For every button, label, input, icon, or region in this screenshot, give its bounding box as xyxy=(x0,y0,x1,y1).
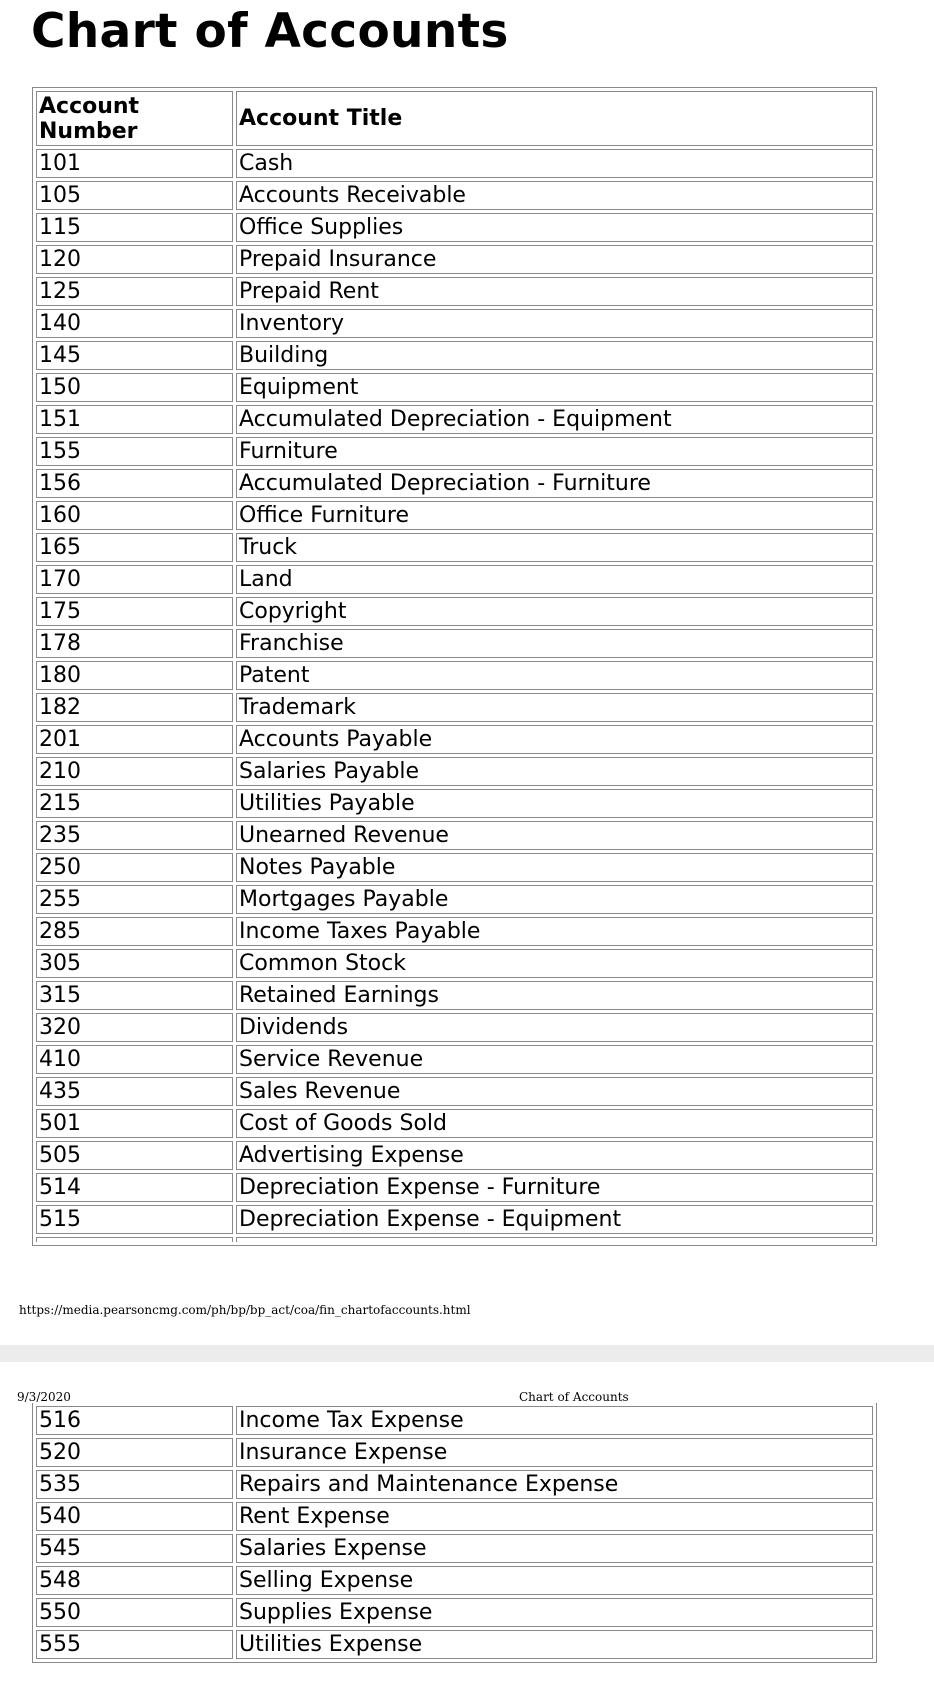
table-row xyxy=(36,1077,873,1106)
table-row xyxy=(36,725,873,754)
account-number-cell: 165 xyxy=(36,533,233,562)
account-number-cell: 155 xyxy=(36,437,233,466)
table-row xyxy=(36,245,873,274)
account-number-cell: 250 xyxy=(36,853,233,882)
page-header-title: Chart of Accounts xyxy=(519,1390,629,1404)
table-row xyxy=(36,437,873,466)
account-number-cell: 160 xyxy=(36,501,233,530)
account-number-cell: 520 xyxy=(36,1438,233,1467)
accounts-table-continued xyxy=(32,1403,877,1663)
column-header-account-number: Account Number xyxy=(36,91,233,146)
account-number-cell: 150 xyxy=(36,373,233,402)
table-row xyxy=(36,309,873,338)
account-number-cell: 515 xyxy=(36,1205,233,1234)
table-row xyxy=(36,1630,873,1659)
table-row xyxy=(36,501,873,530)
account-title-cell: Copyright xyxy=(236,597,873,626)
account-title-cell: Truck xyxy=(236,533,873,562)
table-row-continuation xyxy=(36,1237,873,1242)
account-number-cell: 545 xyxy=(36,1534,233,1563)
account-title-cell: Cost of Goods Sold xyxy=(236,1109,873,1138)
table-row xyxy=(36,885,873,914)
page-break-divider xyxy=(0,1345,934,1362)
account-number-cell: 215 xyxy=(36,789,233,818)
account-number-cell: 435 xyxy=(36,1077,233,1106)
table-row xyxy=(36,597,873,626)
account-number-cell: 540 xyxy=(36,1502,233,1531)
table-row xyxy=(36,181,873,210)
account-title-cell: Common Stock xyxy=(236,949,873,978)
table-row xyxy=(36,693,873,722)
account-number-cell: 255 xyxy=(36,885,233,914)
account-number-cell: 210 xyxy=(36,757,233,786)
account-number-cell: 105 xyxy=(36,181,233,210)
account-title-cell: Office Furniture xyxy=(236,501,873,530)
account-number-cell: 156 xyxy=(36,469,233,498)
table-row xyxy=(36,661,873,690)
account-number-cell: 410 xyxy=(36,1045,233,1074)
account-title-cell: Income Taxes Payable xyxy=(236,917,873,946)
account-number-cell: 178 xyxy=(36,629,233,658)
table-row xyxy=(36,565,873,594)
table-row xyxy=(36,789,873,818)
account-title-cell: Utilities Payable xyxy=(236,789,873,818)
account-number-cell: 315 xyxy=(36,981,233,1010)
account-number-cell: 235 xyxy=(36,821,233,850)
table-row xyxy=(36,1045,873,1074)
page-title: Chart of Accounts xyxy=(31,4,509,59)
account-title-cell: Notes Payable xyxy=(236,853,873,882)
account-number-cell: 120 xyxy=(36,245,233,274)
account-number-cell: 145 xyxy=(36,341,233,370)
account-number-cell: 180 xyxy=(36,661,233,690)
account-title-cell: Salaries Payable xyxy=(236,757,873,786)
account-title-cell: Furniture xyxy=(236,437,873,466)
account-title-cell: Patent xyxy=(236,661,873,690)
table-row xyxy=(36,1109,873,1138)
account-title-cell: Selling Expense xyxy=(236,1566,873,1595)
account-title-cell: Utilities Expense xyxy=(236,1630,873,1659)
account-title-cell: Advertising Expense xyxy=(236,1141,873,1170)
account-title-cell: Franchise xyxy=(236,629,873,658)
account-title-cell: Insurance Expense xyxy=(236,1438,873,1467)
accounts-table xyxy=(32,87,877,1246)
account-number-cell: 320 xyxy=(36,1013,233,1042)
account-title-cell: Income Tax Expense xyxy=(236,1406,873,1435)
table-row xyxy=(36,1013,873,1042)
account-title-cell: Mortgages Payable xyxy=(236,885,873,914)
account-number-cell: 101 xyxy=(36,149,233,178)
table-row xyxy=(36,1566,873,1595)
table-row xyxy=(36,1141,873,1170)
account-number-cell: 501 xyxy=(36,1109,233,1138)
account-title-cell: Prepaid Rent xyxy=(236,277,873,306)
account-title-cell: Rent Expense xyxy=(236,1502,873,1531)
table-row xyxy=(36,1598,873,1627)
table-row xyxy=(36,341,873,370)
account-title-cell: Prepaid Insurance xyxy=(236,245,873,274)
account-title-cell: Retained Earnings xyxy=(236,981,873,1010)
table-row xyxy=(36,853,873,882)
account-number-cell: 550 xyxy=(36,1598,233,1627)
account-title-cell: Sales Revenue xyxy=(236,1077,873,1106)
table-row xyxy=(36,1173,873,1202)
account-number-cell: 555 xyxy=(36,1630,233,1659)
account-number-cell: 170 xyxy=(36,565,233,594)
accounts-table-body xyxy=(36,149,873,1242)
table-row xyxy=(36,1470,873,1499)
account-number-cell: 175 xyxy=(36,597,233,626)
account-number-cell: 140 xyxy=(36,309,233,338)
table-row xyxy=(36,949,873,978)
table-row xyxy=(36,1406,873,1435)
account-number-cell: 125 xyxy=(36,277,233,306)
account-title-cell: Dividends xyxy=(236,1013,873,1042)
account-number-cell: 182 xyxy=(36,693,233,722)
table-row xyxy=(36,277,873,306)
table-row xyxy=(36,149,873,178)
account-number-cell: 305 xyxy=(36,949,233,978)
account-title-cell: Salaries Expense xyxy=(236,1534,873,1563)
account-title-cell: Accumulated Depreciation - Furniture xyxy=(236,469,873,498)
account-title-cell: Unearned Revenue xyxy=(236,821,873,850)
account-title-cell: Trademark xyxy=(236,693,873,722)
account-title-cell: Accounts Payable xyxy=(236,725,873,754)
account-title-cell: Inventory xyxy=(236,309,873,338)
account-number-cell: 285 xyxy=(36,917,233,946)
table-row xyxy=(36,1502,873,1531)
account-title-cell: Cash xyxy=(236,149,873,178)
account-title-cell: Repairs and Maintenance Expense xyxy=(236,1470,873,1499)
table-row xyxy=(36,1534,873,1563)
account-number-cell: 151 xyxy=(36,405,233,434)
account-number-cell: 201 xyxy=(36,725,233,754)
table-row xyxy=(36,981,873,1010)
account-number-cell: 548 xyxy=(36,1566,233,1595)
account-title-cell: Office Supplies xyxy=(236,213,873,242)
page-footer-url: https://media.pearsoncmg.com/ph/bp/bp_act/coa/fin_chartofaccounts.html xyxy=(19,1303,471,1317)
account-title-cell: Service Revenue xyxy=(236,1045,873,1074)
table-row xyxy=(36,405,873,434)
table-row xyxy=(36,373,873,402)
table-row xyxy=(36,469,873,498)
account-title-cell: Land xyxy=(236,565,873,594)
table-row xyxy=(36,1205,873,1234)
account-title-cell: Depreciation Expense - Equipment xyxy=(236,1205,873,1234)
table-row xyxy=(36,1438,873,1467)
table-row xyxy=(36,213,873,242)
account-title-cell: Building xyxy=(236,341,873,370)
account-title-cell: Accumulated Depreciation - Equipment xyxy=(236,405,873,434)
table-row xyxy=(36,533,873,562)
account-number-cell: 516 xyxy=(36,1406,233,1435)
account-number-cell: 535 xyxy=(36,1470,233,1499)
table-header-row xyxy=(36,91,873,146)
account-title-cell: Depreciation Expense - Furniture xyxy=(236,1173,873,1202)
account-title-cell: Equipment xyxy=(236,373,873,402)
table-row xyxy=(36,629,873,658)
account-number-cell: 505 xyxy=(36,1141,233,1170)
table-row xyxy=(36,757,873,786)
account-title-cell: Accounts Receivable xyxy=(236,181,873,210)
table-row xyxy=(36,917,873,946)
column-header-account-title: Account Title xyxy=(236,91,873,146)
page-header-date: 9/3/2020 xyxy=(17,1390,71,1404)
accounts-table-body-continued xyxy=(36,1406,873,1659)
account-title-cell: Supplies Expense xyxy=(236,1598,873,1627)
account-number-cell: 115 xyxy=(36,213,233,242)
table-row xyxy=(36,821,873,850)
account-number-cell: 514 xyxy=(36,1173,233,1202)
